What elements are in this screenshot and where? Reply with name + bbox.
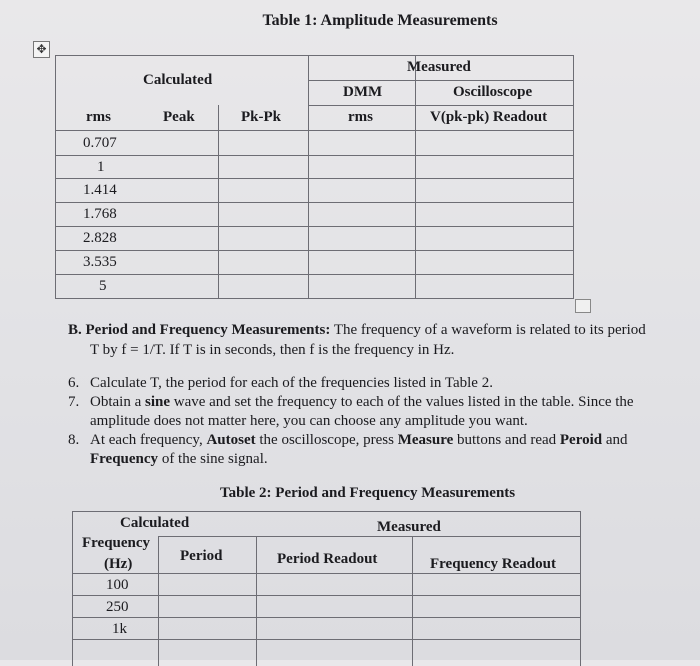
list-item-bold: sine (144, 394, 170, 410)
rms-value-cell[interactable]: 2.828 (83, 230, 117, 246)
list-item-bold: Measure (397, 432, 454, 448)
list-item-text: of the sine signal. (158, 451, 268, 467)
section-b-text-line2: T by f = 1/T. If T is in seconds, then f is the frequency in Hz. (90, 342, 455, 358)
list-item-bold: Peroid (559, 432, 603, 448)
rms-value-cell[interactable]: 0.707 (83, 135, 117, 151)
list-item-text: At each frequency, (90, 432, 207, 448)
calculated-header: Calculated (143, 72, 213, 88)
rms-header: rms (86, 109, 111, 125)
table-resize-handle[interactable] (575, 299, 591, 313)
frequency-readout-header: Frequency Readout (430, 556, 556, 572)
list-item-text: Calculate T, the period for each of the frequencies listed in Table 2. (90, 375, 493, 391)
rms-value-cell[interactable]: 1.768 (83, 206, 117, 222)
peak-header: Peak (163, 109, 195, 125)
period-frequency-table (72, 511, 582, 666)
period-header: Period (180, 548, 223, 564)
steps-list (68, 374, 688, 469)
amplitude-table (55, 55, 575, 299)
period-readout-header: Period Readout (277, 551, 378, 567)
list-item (68, 374, 688, 393)
dmm-rms-header: rms (348, 109, 373, 125)
section-b-paragraph (68, 320, 698, 360)
pkpk-header: Pk-Pk (241, 109, 282, 125)
measured-header: Measured (407, 59, 471, 75)
list-item-bold: Frequency (90, 451, 159, 467)
list-item-text: Obtain a (90, 394, 145, 410)
list-item (68, 393, 688, 431)
frequency-value-cell[interactable]: 100 (106, 577, 129, 593)
list-item (68, 431, 688, 469)
section-b-text: The frequency of a waveform is related to its period (330, 322, 646, 338)
frequency-header: Frequency (82, 535, 151, 551)
t2-measured-header: Measured (377, 519, 441, 535)
section-b-label: B. Period and Frequency Measurements: (68, 322, 331, 338)
rms-value-cell[interactable]: 3.535 (83, 254, 117, 270)
table1-title: Table 1: Amplitude Measurements (262, 12, 498, 29)
table2-title: Table 2: Period and Frequency Measurements (220, 485, 516, 501)
list-item-text: buttons and read (453, 432, 560, 448)
frequency-value-cell[interactable]: 1k (112, 621, 127, 637)
table-move-handle-icon[interactable]: ✥ (33, 41, 50, 58)
vpkpk-readout-header: V(pk-pk) Readout (430, 109, 548, 125)
rms-value-cell[interactable]: 1 (97, 159, 105, 175)
hz-header: (Hz) (104, 556, 133, 572)
list-item-number: 8. (68, 432, 80, 448)
t2-calculated-header: Calculated (120, 515, 190, 531)
list-item-text: the oscilloscope, press (255, 432, 398, 448)
list-item-text: wave and set the frequency to each of the values listed in the table. Since the amplitude does not matter here, you can choose any amplitude you want. (90, 394, 634, 429)
list-item-bold: Autoset (206, 432, 256, 448)
oscilloscope-header: Oscilloscope (453, 84, 533, 100)
rms-value-cell[interactable]: 1.414 (83, 182, 117, 198)
list-item-number: 6. (68, 375, 80, 391)
rms-value-cell[interactable]: 5 (99, 278, 107, 294)
list-item-number: 7. (68, 394, 80, 410)
dmm-header: DMM (343, 84, 383, 100)
list-item-text: and (602, 432, 628, 448)
frequency-value-cell[interactable]: 250 (106, 599, 129, 615)
